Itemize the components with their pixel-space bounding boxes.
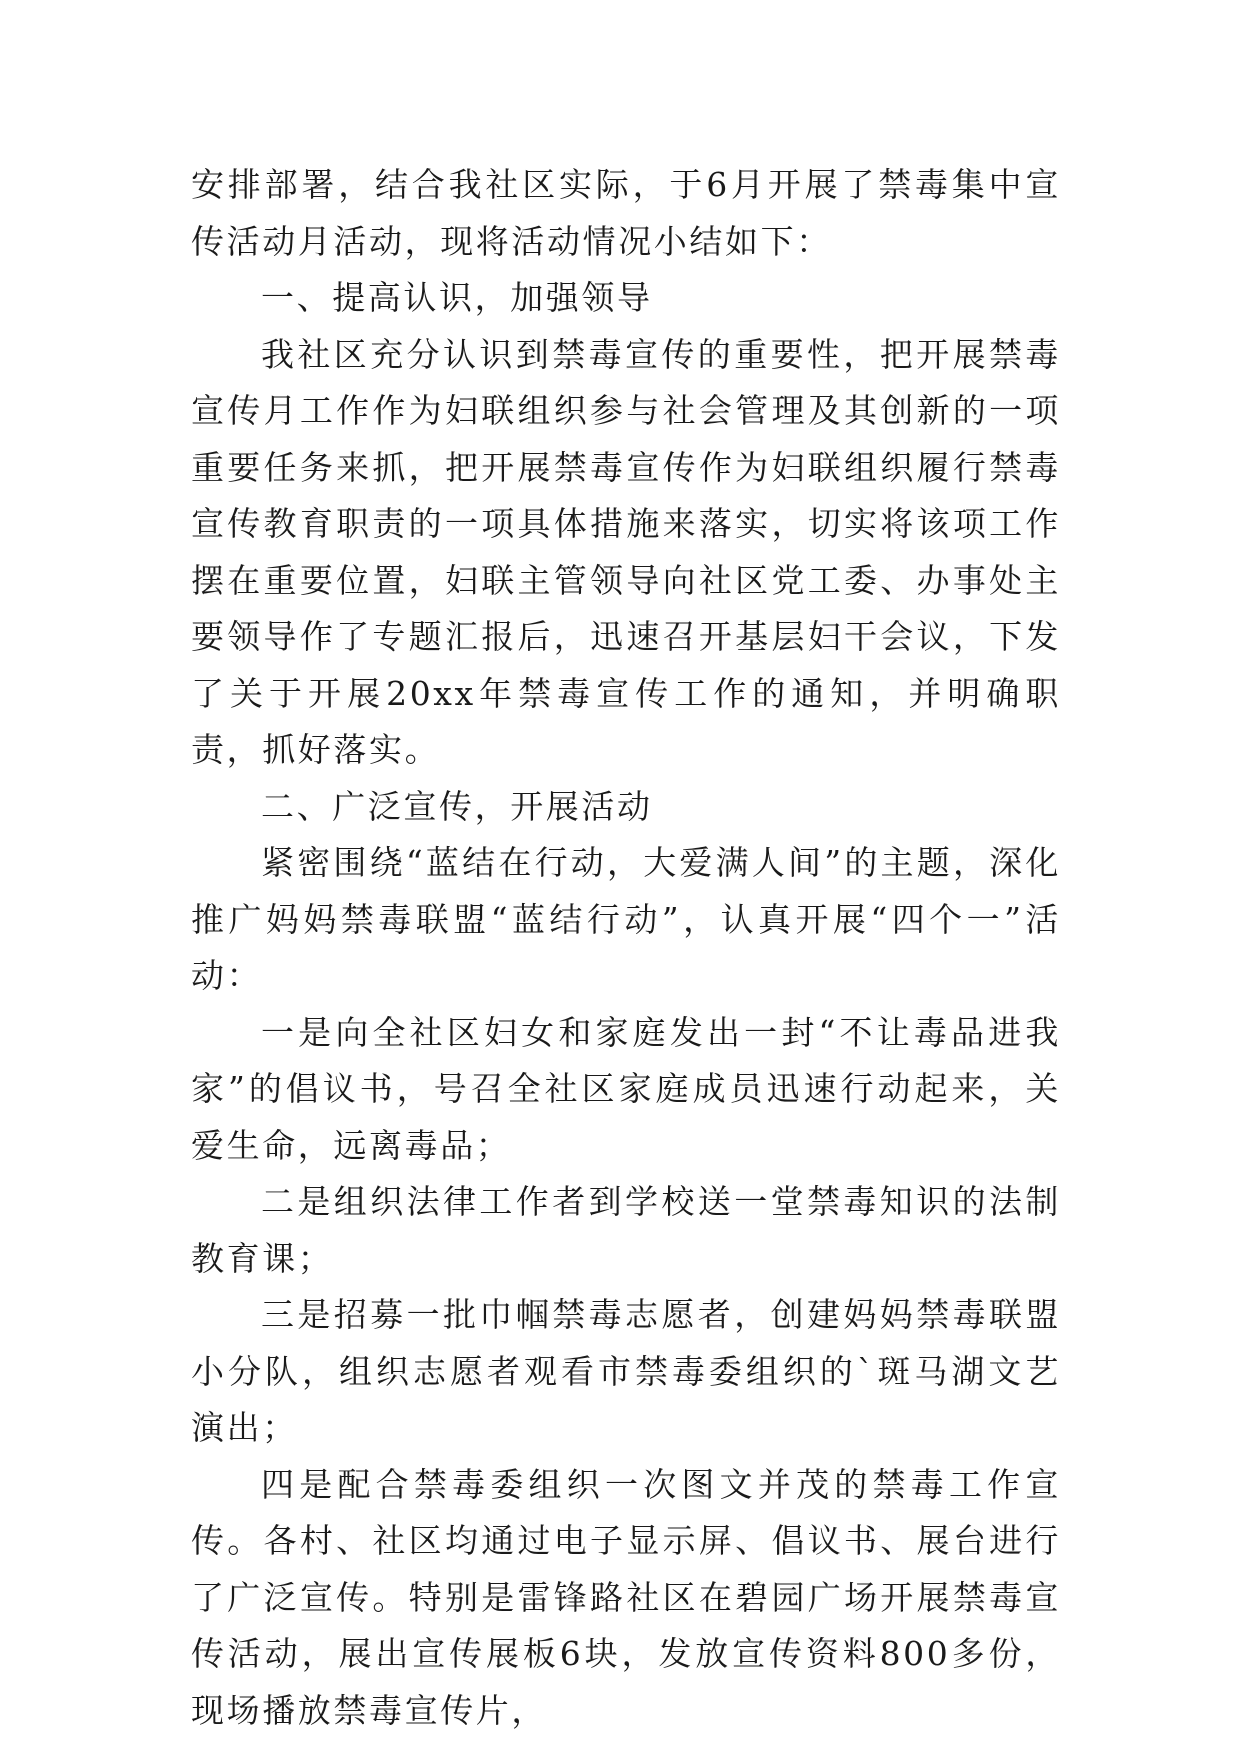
- section-heading-2: 二、广泛宣传，开展活动: [261, 786, 653, 826]
- document-body: [191, 157, 1061, 1739]
- paragraph-section-1: 我社区充分认识到禁毒宣传的重要性，把开展禁毒宣传月工作作为妇联组织参与社会管理及其创新的一项重要任务来抓，把开展禁毒宣传作为妇联组织履行禁毒宣传教育职责的一项具体措施来落实，切实将该项工作摆在重要位置，妇联主管领导向社区党工委、办事处主要领导作了专题汇报后，迅速召开基层妇干会议，下发了关于开展20xx年禁毒宣传工作的通知，并明确职责，抓好落实。: [191, 334, 1061, 769]
- section-heading-1: 一、提高认识，加强领导: [261, 278, 653, 317]
- paragraph-item-1: 一是向全社区妇女和家庭发出一封“不让毒品进我家”的倡议书，号召全社区家庭成员迅速行动起来，关爱生命，远离毒品；: [191, 1012, 1061, 1165]
- paragraph-intro: 安排部署，结合我社区实际，于6月开展了禁毒集中宣传活动月活动，现将活动情况小结如下：: [191, 165, 1061, 261]
- paragraph-section-2-intro: 紧密围绕“蓝结在行动，大爱满人间”的主题，深化推广妈妈禁毒联盟“蓝结行动”，认真开展“四个一”活动：: [191, 843, 1061, 995]
- paragraph-item-3: 三是招募一批巾帼禁毒志愿者，创建妈妈禁毒联盟小分队，组织志愿者观看市禁毒委组织的`斑马湖文艺演出；: [191, 1295, 1061, 1447]
- paragraph-item-4: 四是配合禁毒委组织一次图文并茂的禁毒工作宣传。各村、社区均通过电子显示屏、倡议书、展台进行了广泛宣传。特别是雷锋路社区在碧园广场开展禁毒宣传活动，展出宣传展板6块，发放宣传资料800多份，现场播放禁毒宣传片，: [191, 1464, 1061, 1730]
- paragraph-item-2: 二是组织法律工作者到学校送一堂禁毒知识的法制教育课；: [191, 1182, 1061, 1278]
